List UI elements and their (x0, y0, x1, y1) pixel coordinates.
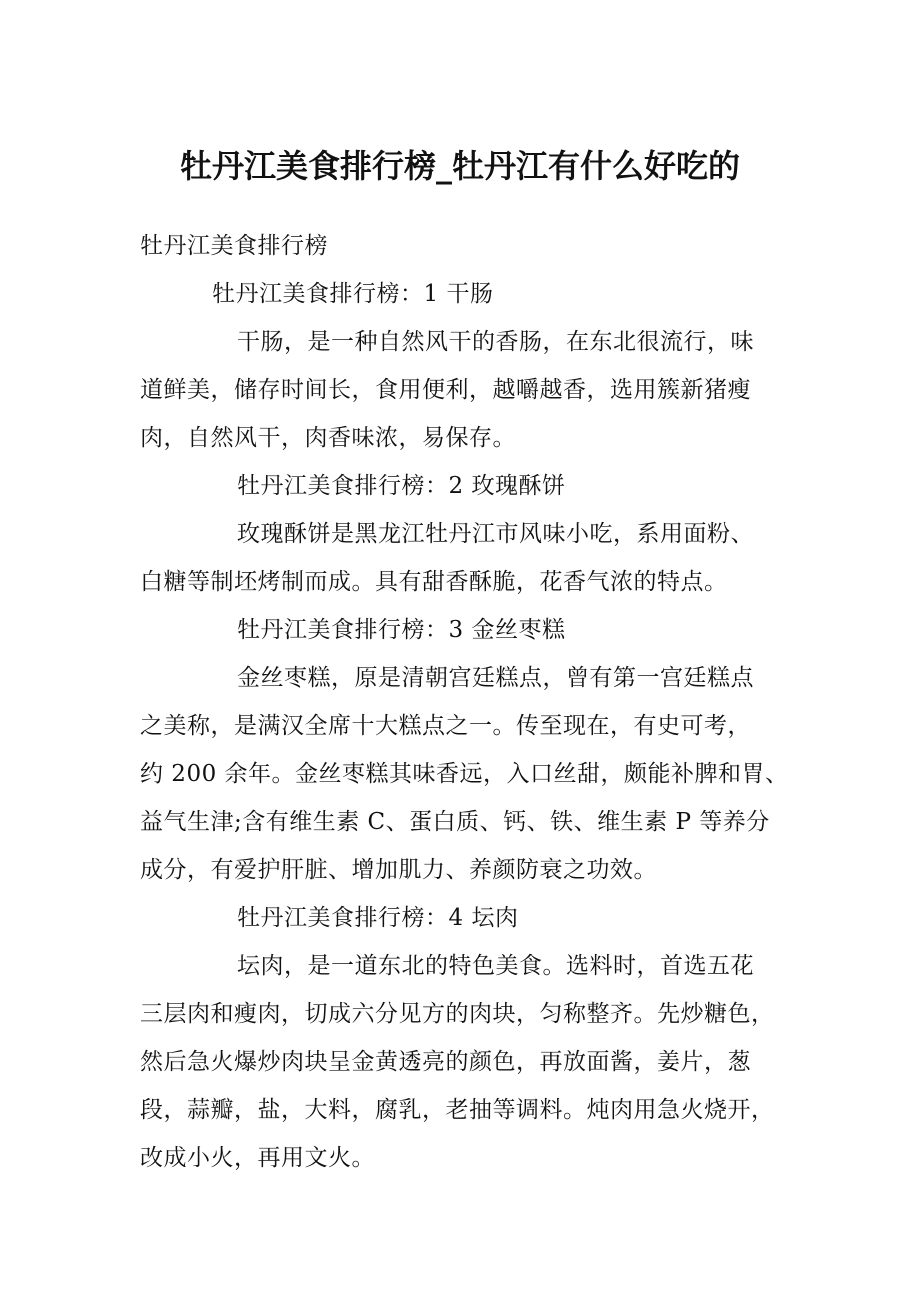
body-line-3: 干肠，是一种自然风干的香肠，在东北很流行，味 (237, 329, 754, 355)
body-line-13: 益气生津;含有维生素 C、蛋白质、钙、铁、维生素 P 等养分 (140, 809, 770, 835)
body-line-1: 牡丹江美食排行榜 (140, 233, 328, 259)
document-body (140, 222, 790, 1182)
body-line-17: 三层肉和瘦肉，切成六分见方的肉块，匀称整齐。先炒糖色， (140, 1001, 775, 1027)
body-line-4: 道鲜美，储存时间长，食用便利，越嚼越香，选用簇新猪瘦 (140, 377, 751, 403)
document-title: 牡丹江美食排行榜_牡丹江有什么好吃的 (179, 147, 740, 185)
body-line-15: 牡丹江美食排行榜：4 坛肉 (237, 905, 519, 931)
body-line-5: 肉，自然风干，肉香味浓，易保存。 (140, 425, 516, 451)
body-line-16: 坛肉，是一道东北的特色美食。选料时，首选五花 (237, 953, 754, 979)
body-line-18: 然后急火爆炒肉块呈金黄透亮的颜色，再放面酱，姜片，葱 (140, 1049, 751, 1075)
body-line-12: 约 200 余年。金丝枣糕其味香远，入口丝甜，颇能补脾和胃、 (140, 761, 789, 787)
body-line-6: 牡丹江美食排行榜：2 玫瑰酥饼 (237, 473, 566, 499)
body-line-20: 改成小火，再用文火。 (140, 1145, 375, 1171)
body-line-11: 之美称，是满汉全席十大糕点之一。传至现在，有史可考， (140, 713, 751, 739)
body-line-10: 金丝枣糕，原是清朝宫廷糕点，曾有第一宫廷糕点 (237, 665, 754, 691)
body-line-14: 成分，有爱护肝脏、增加肌力、养颜防衰之功效。 (140, 857, 657, 883)
body-line-19: 段，蒜瓣，盐，大料，腐乳，老抽等调料。炖肉用急火烧开， (140, 1097, 775, 1123)
body-line-2: 牡丹江美食排行榜：1 干肠 (212, 281, 494, 307)
body-line-8: 白糖等制坯烤制而成。具有甜香酥脆，花香气浓的特点。 (140, 569, 728, 595)
body-line-7: 玫瑰酥饼是黑龙江牡丹江市风味小吃，系用面粉、 (237, 521, 754, 547)
body-line-9: 牡丹江美食排行榜：3 金丝枣糕 (237, 617, 566, 643)
